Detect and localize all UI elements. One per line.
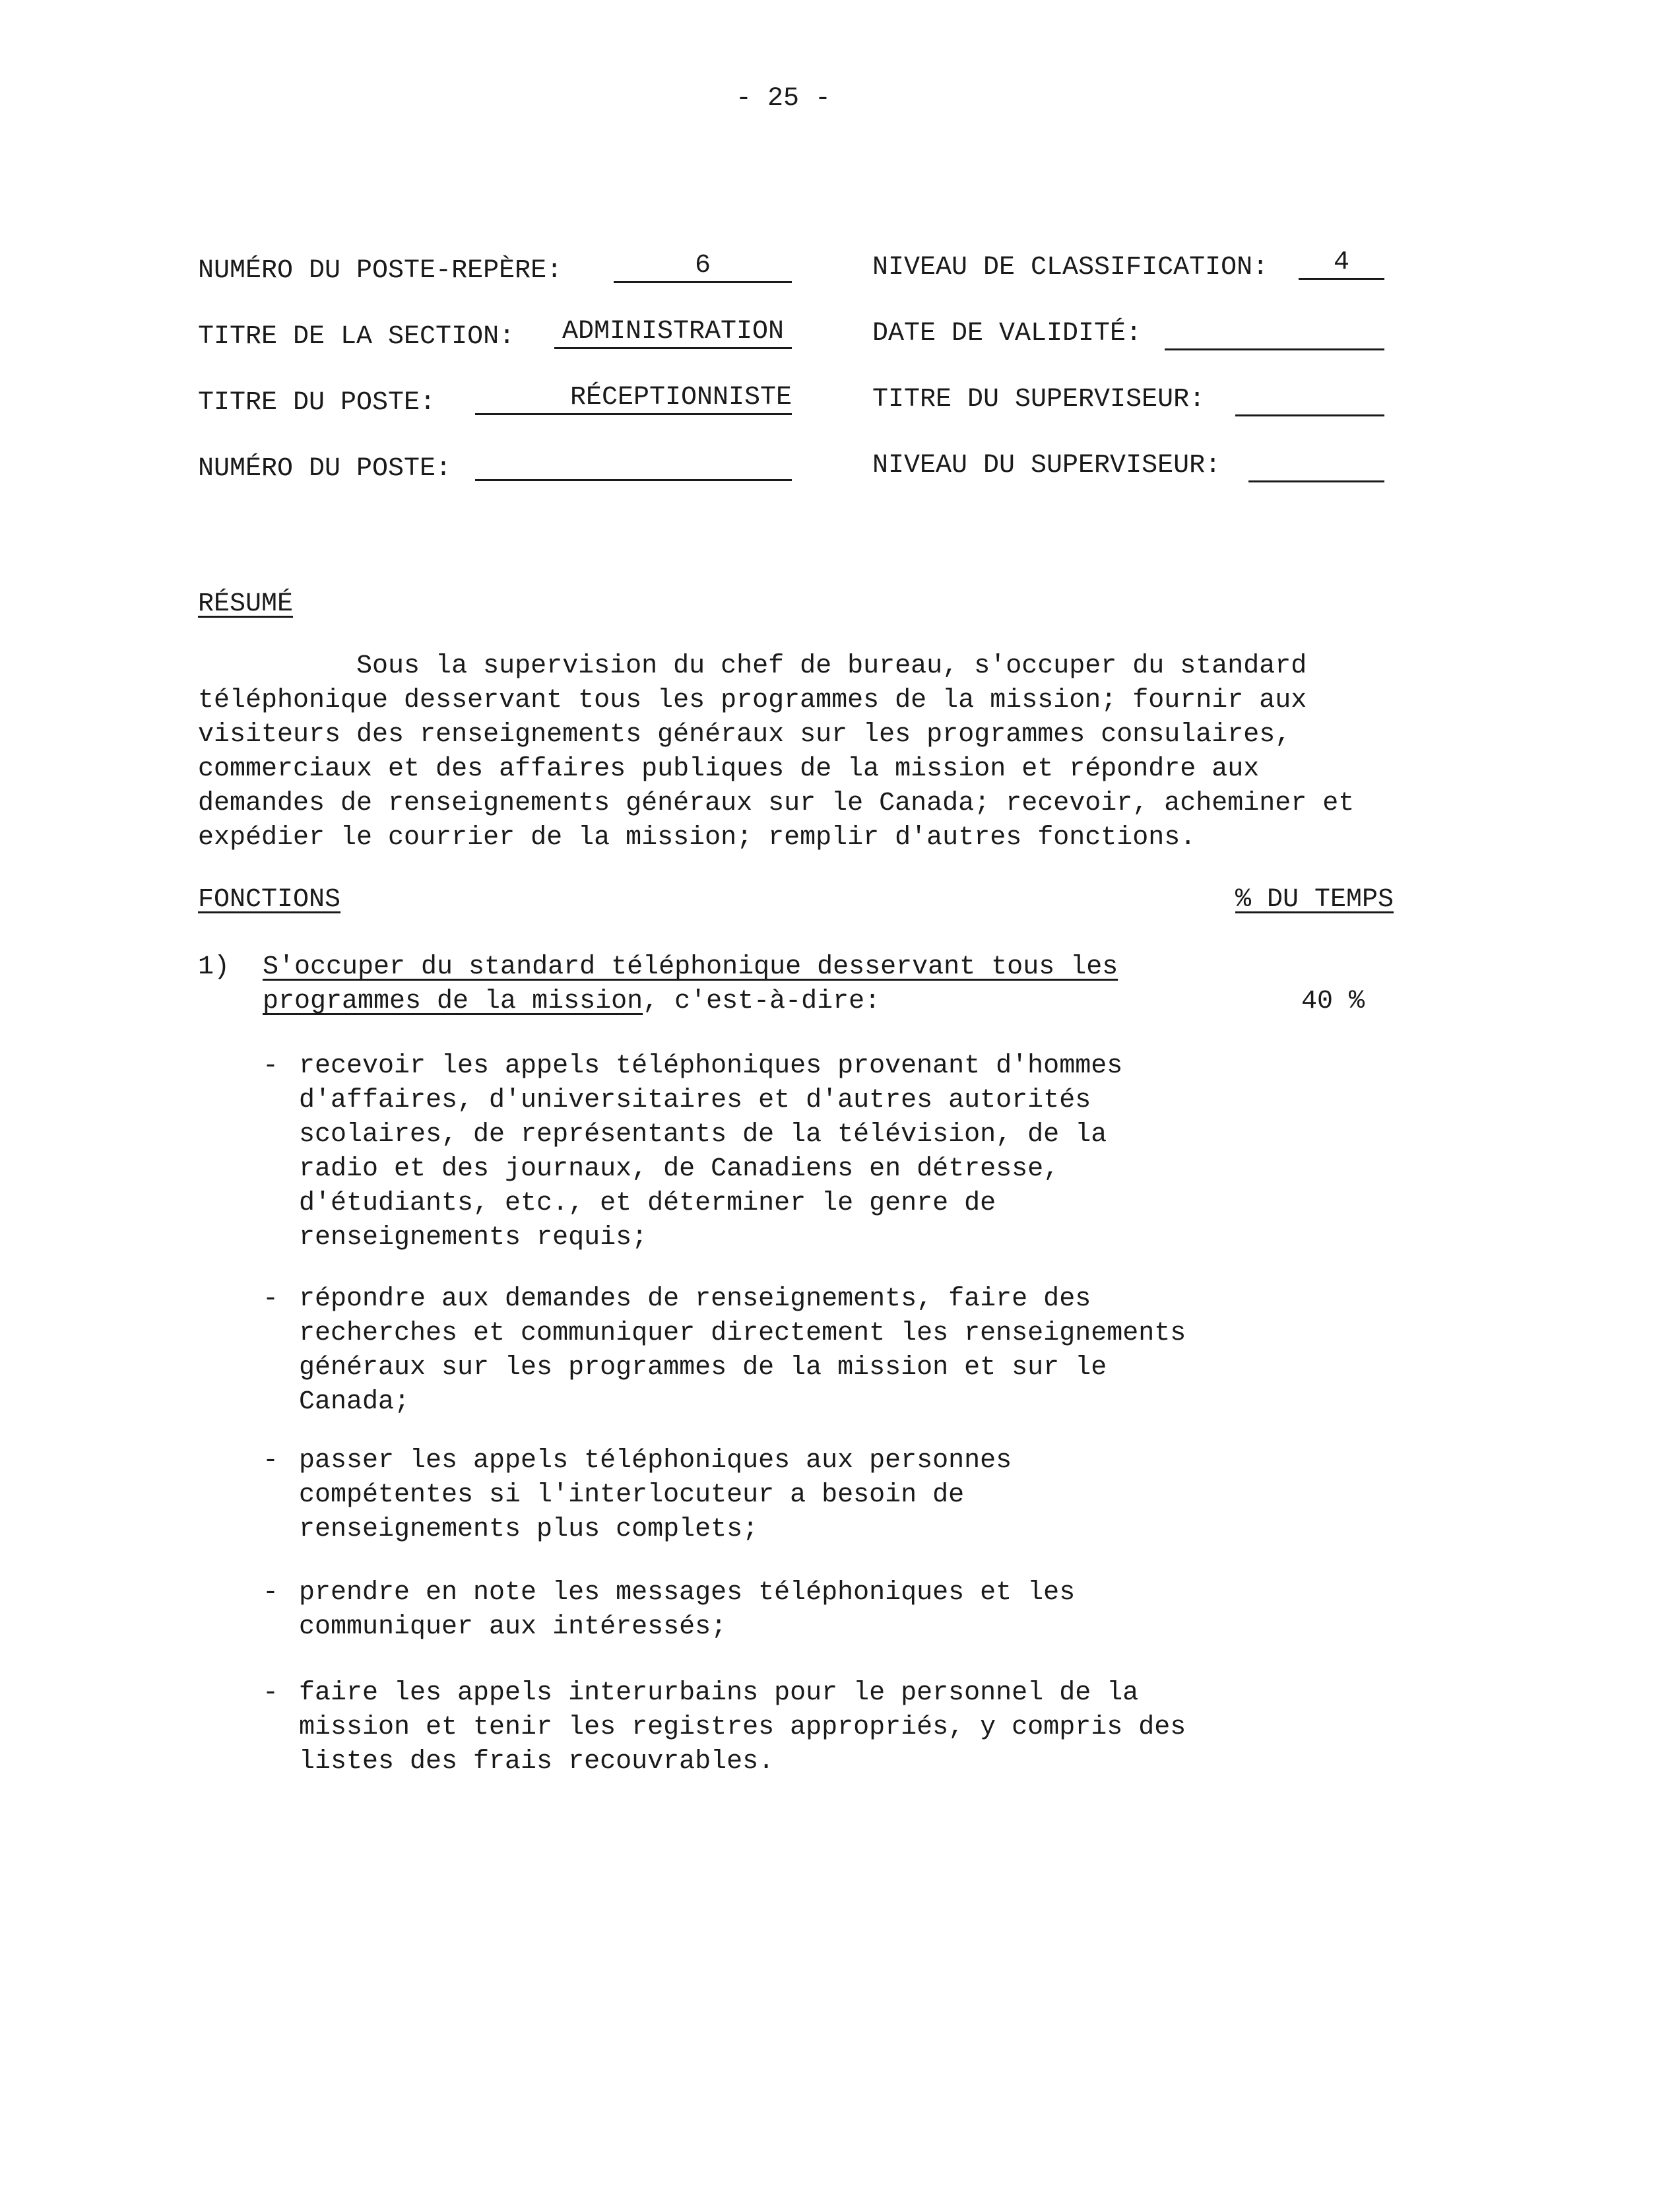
bullet-line: compétentes si l'interlocuteur a besoin de xyxy=(299,1480,965,1510)
header-label-niveau-classification: NIVEAU DE CLASSIFICATION: xyxy=(872,253,1269,282)
bullet-dash: - xyxy=(263,1446,279,1476)
bullet-line: généraux sur les programmes de la mission et sur le xyxy=(299,1353,1107,1383)
bullet-line: scolaires, de représentants de la télévision, de la xyxy=(299,1120,1107,1150)
item-percent: 40 % xyxy=(1301,987,1365,1016)
bullet-line: radio et des journaux, de Canadiens en détresse, xyxy=(299,1154,1060,1184)
fonctions-heading: FONCTIONS xyxy=(198,885,341,915)
resume-paragraph xyxy=(198,649,1452,855)
header-label-titre-poste: TITRE DU POSTE: xyxy=(198,388,436,418)
item-title-line2-underlined: programmes de la mission xyxy=(263,987,643,1016)
resume-line: expédier le courrier de la mission; remplir d'autres fonctions. xyxy=(198,823,1196,853)
header-value-numero-poste-repere: 6 xyxy=(614,251,792,283)
bullet-line: recevoir les appels téléphoniques provenant d'hommes xyxy=(299,1051,1123,1081)
header-label-niveau-superviseur: NIVEAU DU SUPERVISEUR: xyxy=(872,451,1221,480)
header-value-titre-section: ADMINISTRATION xyxy=(554,317,792,349)
bullet-item xyxy=(263,1282,1186,1420)
resume-line: demandes de renseignements généraux sur le Canada; recevoir, acheminer et xyxy=(198,789,1355,818)
bullet-line: d'affaires, d'universitaires et d'autres autorités xyxy=(299,1086,1091,1115)
bullet-dash: - xyxy=(263,1051,279,1081)
header-value-date-validite xyxy=(1165,318,1384,350)
resume-line: commerciaux et des affaires publiques de la mission et répondre aux xyxy=(198,754,1260,784)
time-heading: % DU TEMPS xyxy=(1235,885,1394,915)
item-number: 1) xyxy=(198,952,230,982)
resume-heading: RÉSUMÉ xyxy=(198,589,294,619)
bullet-line: répondre aux demandes de renseignements, faire des xyxy=(299,1284,1091,1314)
bullet-dash: - xyxy=(263,1578,279,1608)
header-label-numero-poste: NUMÉRO DU POSTE: xyxy=(198,454,452,484)
resume-line: Sous la supervision du chef de bureau, s'occuper du standard xyxy=(198,651,1307,681)
resume-line: téléphonique desservant tous les programmes de la mission; fournir aux xyxy=(198,686,1307,715)
bullet-item xyxy=(263,1576,1075,1645)
bullet-line: renseignements requis; xyxy=(299,1223,648,1253)
bullet-line: mission et tenir les registres appropriés, y compris des xyxy=(299,1713,1186,1742)
bullet-line: d'étudiants, etc., et déterminer le genre de xyxy=(299,1189,996,1218)
header-value-titre-poste: RÉCEPTIONNISTE xyxy=(475,383,792,415)
header-value-niveau-superviseur xyxy=(1248,450,1384,482)
page-number: - 25 - xyxy=(736,84,831,114)
bullet-line: Canada; xyxy=(299,1387,410,1417)
item-title-line2-rest: , c'est-à-dire: xyxy=(643,987,881,1016)
header-label-titre-superviseur: TITRE DU SUPERVISEUR: xyxy=(872,385,1206,414)
header-label-titre-section: TITRE DE LA SECTION: xyxy=(198,322,515,352)
item-title-line1: S'occuper du standard téléphonique desservant tous les xyxy=(263,952,1118,982)
bullet-line: prendre en note les messages téléphoniques et les xyxy=(299,1578,1076,1608)
bullet-item xyxy=(263,1676,1186,1779)
bullet-line: communiquer aux intéressés; xyxy=(299,1612,727,1642)
bullet-line: passer les appels téléphoniques aux personnes xyxy=(299,1446,1012,1476)
bullet-item xyxy=(263,1444,1012,1547)
bullet-dash: - xyxy=(263,1678,279,1708)
header-label-numero-poste-repere: NUMÉRO DU POSTE-REPÈRE: xyxy=(198,256,563,286)
item-title-line2 xyxy=(263,985,880,1019)
header-value-titre-superviseur xyxy=(1235,384,1384,416)
header-value-numero-poste xyxy=(475,449,792,481)
bullet-dash: - xyxy=(263,1284,279,1314)
bullet-line: renseignements plus complets; xyxy=(299,1515,759,1544)
bullet-item xyxy=(263,1049,1122,1255)
header-label-date-validite: DATE DE VALIDITÉ: xyxy=(872,319,1142,348)
bullet-line: recherches et communiquer directement les renseignements xyxy=(299,1319,1186,1348)
bullet-line: listes des frais recouvrables. xyxy=(299,1747,775,1777)
resume-line: visiteurs des renseignements généraux sur les programmes consulaires, xyxy=(198,720,1291,750)
header-value-niveau-classification: 4 xyxy=(1299,247,1384,280)
bullet-line: faire les appels interurbains pour le personnel de la xyxy=(299,1678,1139,1708)
